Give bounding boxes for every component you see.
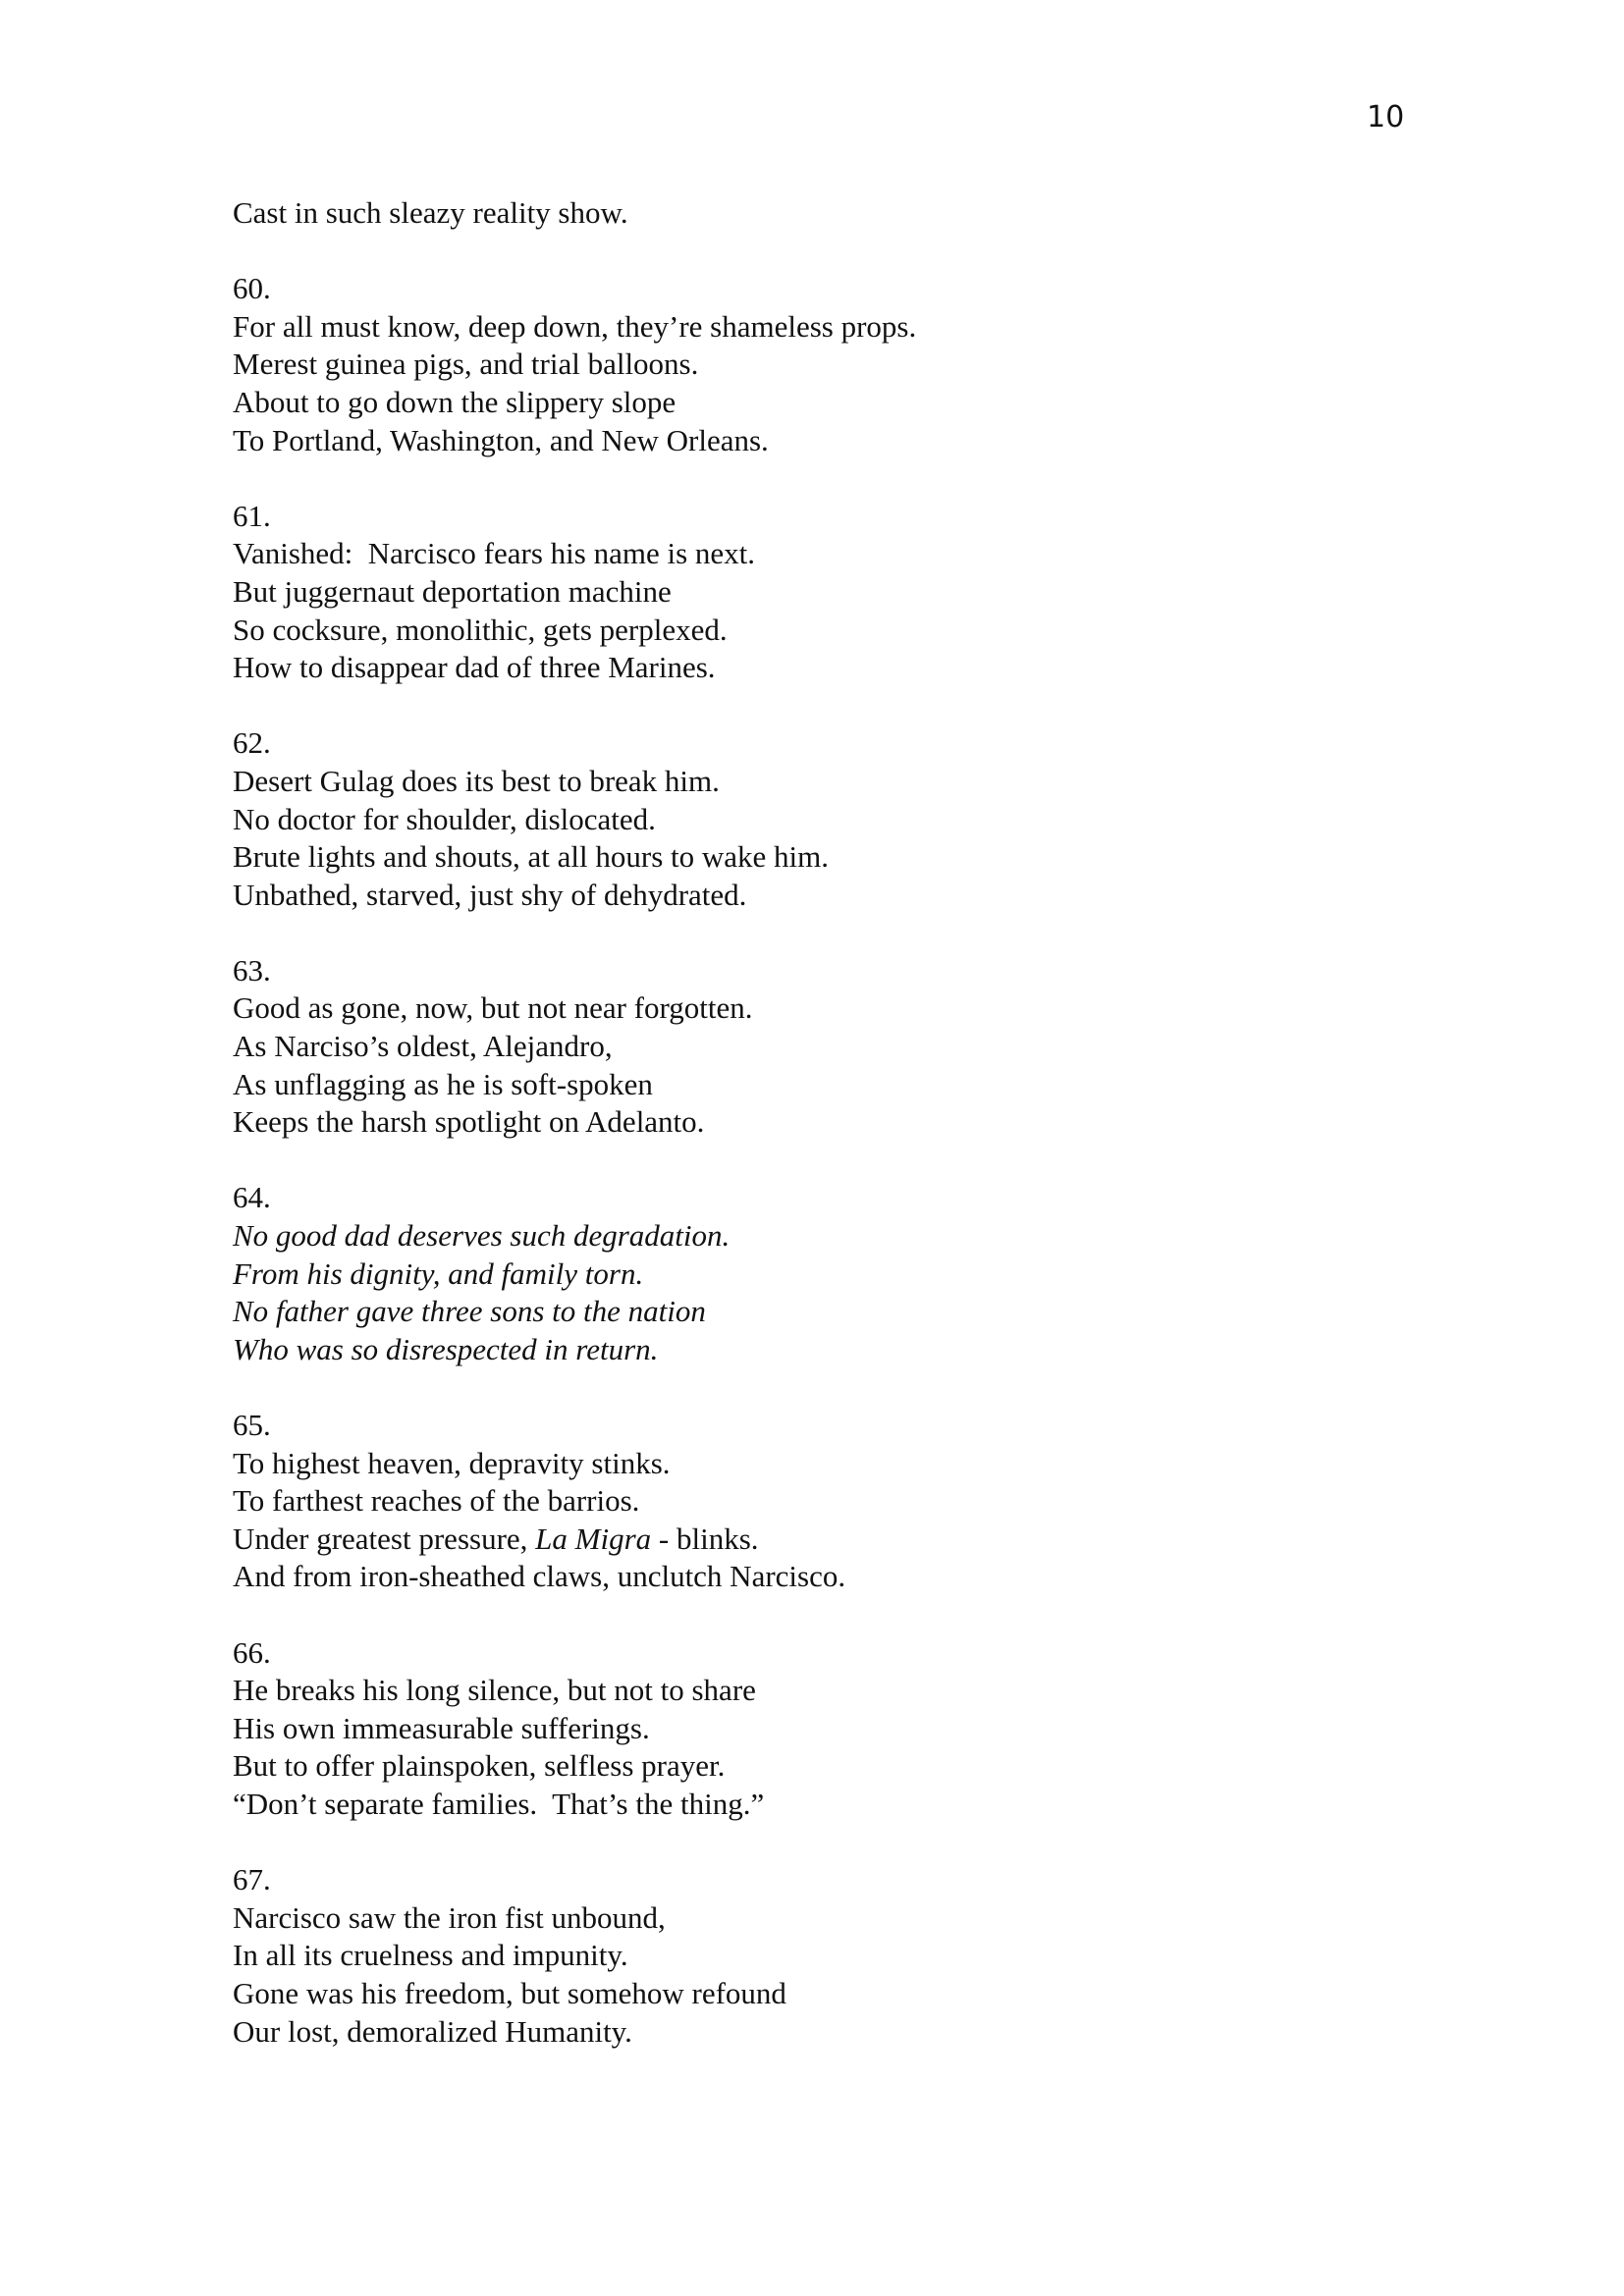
stanza-65 [233,1407,1411,1596]
opening-line: Cast in such sleazy reality show. [233,195,628,230]
stanza-gap [233,1368,1411,1407]
stanza-line: His own immeasurable sufferings. [233,1710,650,1745]
stanza-line: And from iron-sheathed claws, unclutch Narcisco. [233,1559,846,1594]
stanza-64 [233,1179,1411,1368]
stanza-line: So cocksure, monolithic, gets perplexed. [233,612,728,647]
stanza-line: Keeps the harsh spotlight on Adelanto. [233,1104,705,1140]
stanza-61 [233,498,1411,687]
stanza-line: Vanished: Narcisco fears his name is next. [233,536,756,571]
stanza-line: To highest heaven, depravity stinks. [233,1445,671,1480]
stanza-gap [233,459,1411,498]
poem-body [233,194,1411,2051]
stanza-line-italic: From his dignity, and family torn. [233,1255,644,1291]
line-suffix: - blinks. [651,1521,759,1556]
stanza-line: About to go down the slippery slope [233,384,677,419]
stanza-number: 66. [233,1634,271,1670]
stanza-line: Gone was his freedom, but somehow refound [233,1975,786,2010]
stanza-line: But to offer plainspoken, selfless prayer. [233,1748,726,1784]
stanza-67 [233,1861,1411,2051]
page-number: 10 [1367,100,1405,134]
stanza-number: 63. [233,952,271,988]
line-prefix: Under greatest pressure, [233,1521,536,1556]
stanza-line: No doctor for shoulder, dislocated. [233,801,656,836]
stanza-60 [233,270,1411,459]
stanza-line: Good as gone, now, but not near forgotten. [233,990,753,1026]
stanza-number: 64. [233,1180,271,1215]
stanza-line-italic: Who was so disrespected in return. [233,1331,659,1366]
stanza-number: 61. [233,498,271,533]
stanza-gap [233,687,1411,725]
stanza-number: 65. [233,1408,271,1442]
stanza-62 [233,724,1411,914]
stanza-gap [233,233,1411,271]
stanza-gap [233,1142,1411,1180]
stanza-number: 62. [233,725,271,761]
stanza-line: Desert Gulag does its best to break him. [233,763,720,798]
stanza-line-mixed [233,1521,1411,1559]
stanza-line: How to disappear dad of three Marines. [233,650,716,685]
la-migra-italic: La Migra [535,1521,652,1556]
stanza-line: In all its cruelness and impunity. [233,1938,628,1973]
stanza-number: 60. [233,271,271,306]
stanza-gap [233,914,1411,952]
stanza-line: To Portland, Washington, and New Orleans. [233,422,769,457]
stanza-line: Brute lights and shouts, at all hours to wake him. [233,839,830,875]
stanza-line: Merest guinea pigs, and trial balloons. [233,347,699,382]
stanza-gap [233,1824,1411,1862]
stanza-line: Our lost, demoralized Humanity. [233,2013,632,2049]
stanza-gap [233,1596,1411,1634]
stanza-line: Unbathed, starved, just shy of dehydrated. [233,877,747,912]
stanza-line-italic: No father gave three sons to the nation [233,1294,706,1329]
stanza-line: Narcisco saw the iron fist unbound, [233,1899,666,1935]
stanza-number: 67. [233,1862,271,1897]
stanza-line: As unflagging as he is soft-spoken [233,1066,653,1101]
stanza-line: For all must know, deep down, they’re shameless props. [233,308,917,344]
stanza-line-italic: No good dad deserves such degradation. [233,1218,731,1254]
stanza-63 [233,952,1411,1142]
stanza-line: But juggernaut deportation machine [233,573,672,609]
stanza-line: To farthest reaches of the barrios. [233,1483,640,1519]
stanza-line: “Don’t separate families. That’s the thing.” [233,1786,765,1821]
stanza-line: As Narciso’s oldest, Alejandro, [233,1029,613,1064]
stanza-line: He breaks his long silence, but not to share [233,1673,756,1708]
stanza-66 [233,1634,1411,1824]
